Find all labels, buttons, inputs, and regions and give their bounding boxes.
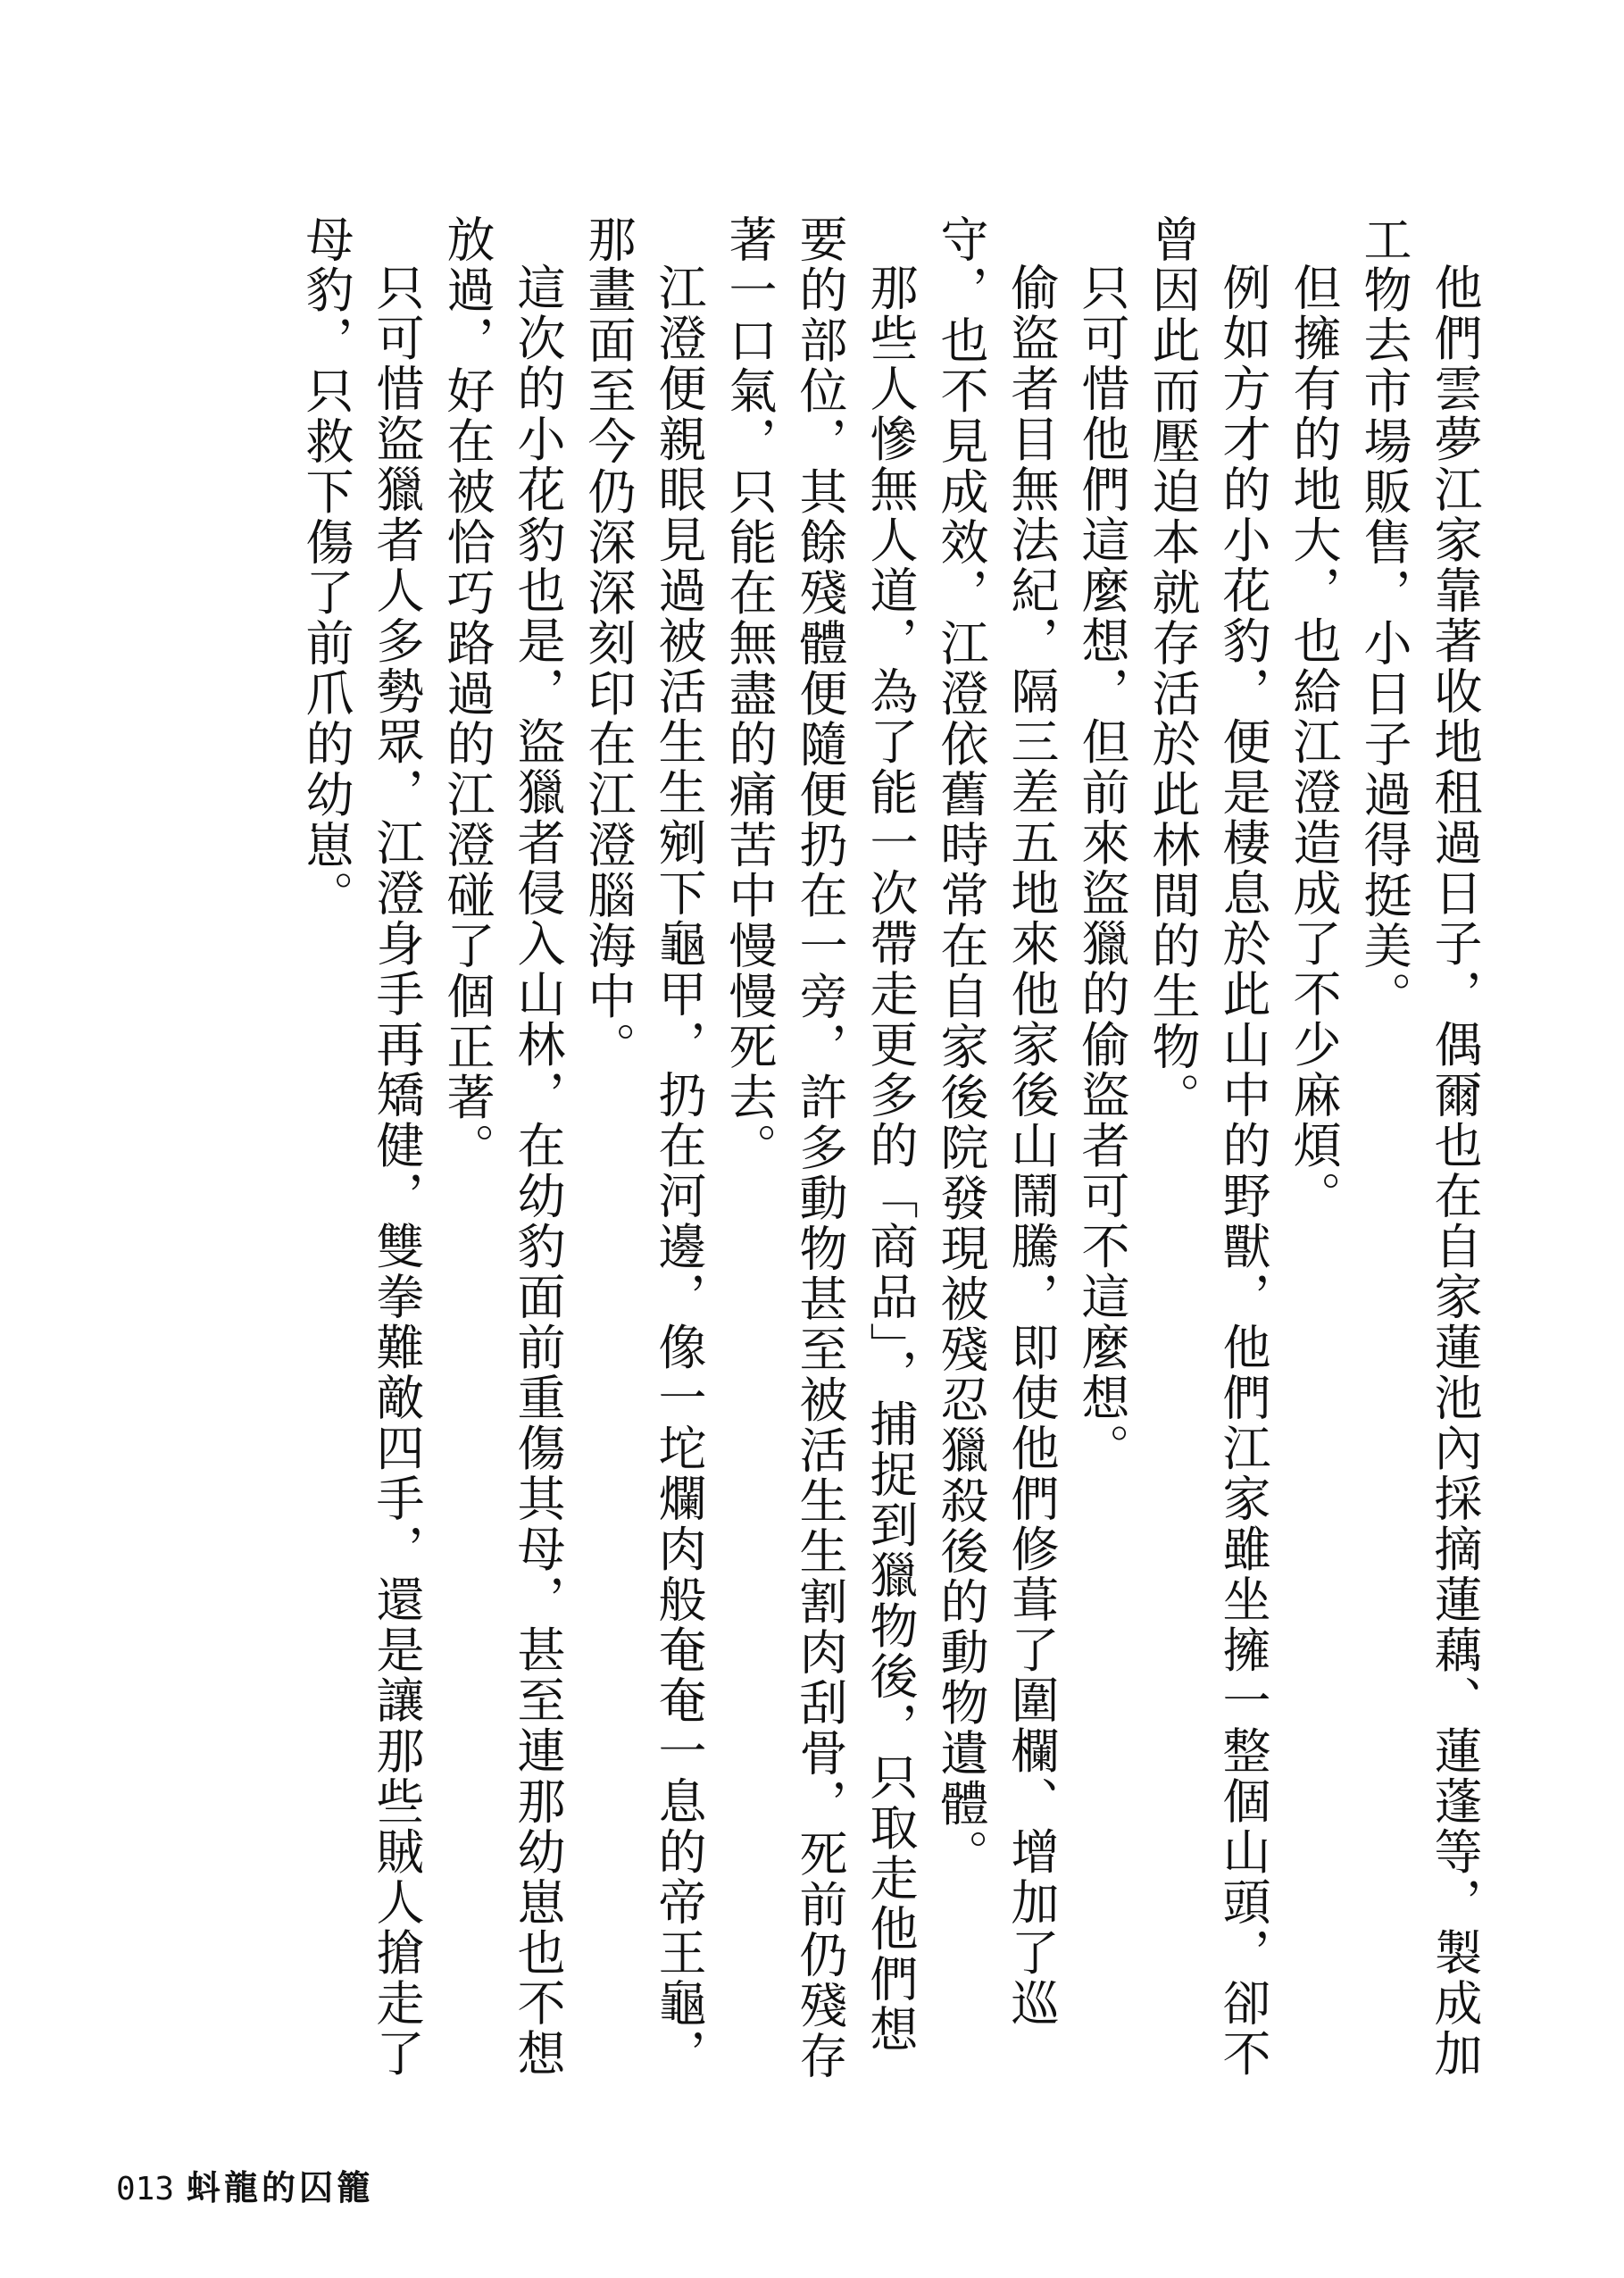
paragraph-3: 例如方才的小花豹，便是棲息於此山中的野獸，他們江家雖坐擁一整個山頭，卻不曾因此而壓迫本就存活於此林間的生物。 [1145,214,1271,2079]
page-footer [116,2165,374,2210]
paragraph-7: 江澄便親眼見過被活生生剜下龜甲，扔在河邊，像一坨爛肉般奄奄一息的帝王龜，那畫面至今仍深深刻印在江澄腦海中。 [580,214,707,2079]
paragraph-8: 這次的小花豹也是，盜獵者侵入山林，在幼豹面前重傷其母，甚至連那幼崽也不想放過，好在被恰巧路過的江澄碰了個正著。 [439,214,566,2079]
paragraph-4: 只可惜他們這麼想，但前來盜獵的偷盜者可不這麼想。 [1074,263,1130,1473]
page-number: 013 [116,2171,175,2207]
paragraph-1: 他們雲夢江家靠著收地租過日子，偶爾也在自家蓮池內採摘蓮藕、蓮蓬等，製成加工物去市場販售，小日子過得挺美。 [1356,214,1483,2079]
paragraph-6: 那些人慘無人道，為了能一次帶走更多的「商品」，捕捉到獵物後，只取走他們想要的部位，其餘殘體便隨便扔在一旁，許多動物甚至被活生生割肉刮骨，死前仍殘存著一口氣，只能在無盡的痛苦中慢慢死去。 [721,214,919,2082]
paragraph-5: 偷盜者目無法紀，隔三差五地來他家後山鬧騰，即使他們修葺了圍欄、增加了巡守，也不見成效，江澄依舊時常在自家後院發現被殘忍獵殺後的動物遺體。 [933,214,1060,2029]
book-title: 蚪龍的囚籠 [187,2167,375,2207]
paragraph-9: 只可惜盜獵者人多勢眾，江澄身手再矯健，雙拳難敵四手，還是讓那些賊人搶走了母豹，只救下傷了前爪的幼崽。 [298,214,425,2079]
vertical-text-body [258,214,1490,2090]
paragraph-2: 但擁有的地大，也給江澄造成了不少麻煩。 [1286,263,1342,1222]
